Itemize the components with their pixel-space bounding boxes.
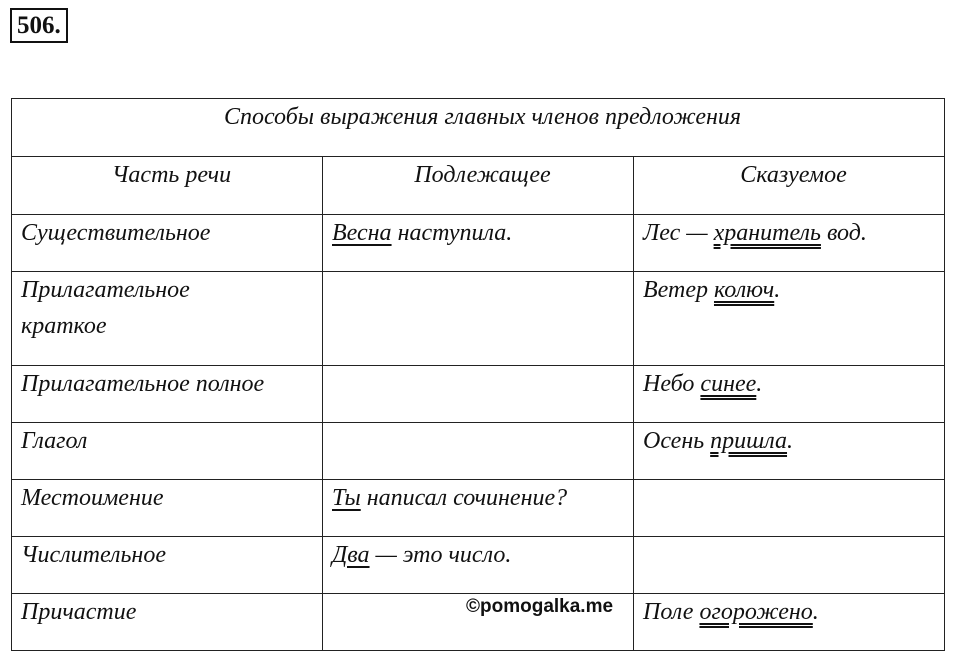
part-of-speech-cell: Существительное bbox=[12, 215, 323, 272]
predicate-cell: Лес — хранитель вод. bbox=[634, 215, 945, 272]
subject-cell bbox=[323, 272, 634, 366]
predicate-cell bbox=[634, 480, 945, 537]
header-subject: Подлежащее bbox=[323, 157, 634, 215]
predicate-cell: Осень пришла. bbox=[634, 423, 945, 480]
part-of-speech-cell: Местоимение bbox=[12, 480, 323, 537]
predicate-underlined: синее bbox=[700, 371, 757, 397]
subject-underlined: Ты bbox=[332, 485, 361, 511]
predicate-cell: Поле огорожено. bbox=[634, 594, 945, 651]
predicate-cell: Небо синее. bbox=[634, 366, 945, 423]
table-row bbox=[12, 537, 945, 594]
predicate-cell bbox=[634, 537, 945, 594]
part-of-speech-cell: Числительное bbox=[12, 537, 323, 594]
part-of-speech-cell: Глагол bbox=[12, 423, 323, 480]
part-of-speech-cell: Прилагательное краткое bbox=[12, 272, 323, 366]
predicate-cell: Ветер колюч. bbox=[634, 272, 945, 366]
main-members-table bbox=[11, 98, 945, 651]
table-row bbox=[12, 423, 945, 480]
subject-cell: Два — это число. bbox=[323, 537, 634, 594]
predicate-underlined: пришла bbox=[710, 428, 788, 454]
subject-cell bbox=[323, 423, 634, 480]
table-row bbox=[12, 366, 945, 423]
header-part-of-speech: Часть речи bbox=[12, 157, 323, 215]
subject-underlined: Два bbox=[332, 542, 370, 568]
predicate-underlined: огорожено bbox=[699, 599, 813, 625]
watermark: ©pomogalka.me bbox=[466, 596, 614, 617]
exercise-number: 506. bbox=[10, 8, 68, 43]
part-of-speech-cell: Причастие bbox=[12, 594, 323, 651]
subject-underlined: Весна bbox=[332, 220, 392, 246]
table-row bbox=[12, 480, 945, 537]
table-row bbox=[12, 215, 945, 272]
subject-cell bbox=[323, 366, 634, 423]
predicate-underlined: хранитель bbox=[713, 220, 821, 246]
header-predicate: Сказуемое bbox=[634, 157, 945, 215]
table-row bbox=[12, 272, 945, 366]
table-title: Способы выражения главных членов предложения bbox=[12, 99, 945, 157]
predicate-underlined: колюч bbox=[713, 277, 775, 303]
part-of-speech-cell: Прилагательное полное bbox=[12, 366, 323, 423]
subject-cell: Ты написал сочинение? bbox=[323, 480, 634, 537]
subject-cell: Весна наступила. bbox=[323, 215, 634, 272]
